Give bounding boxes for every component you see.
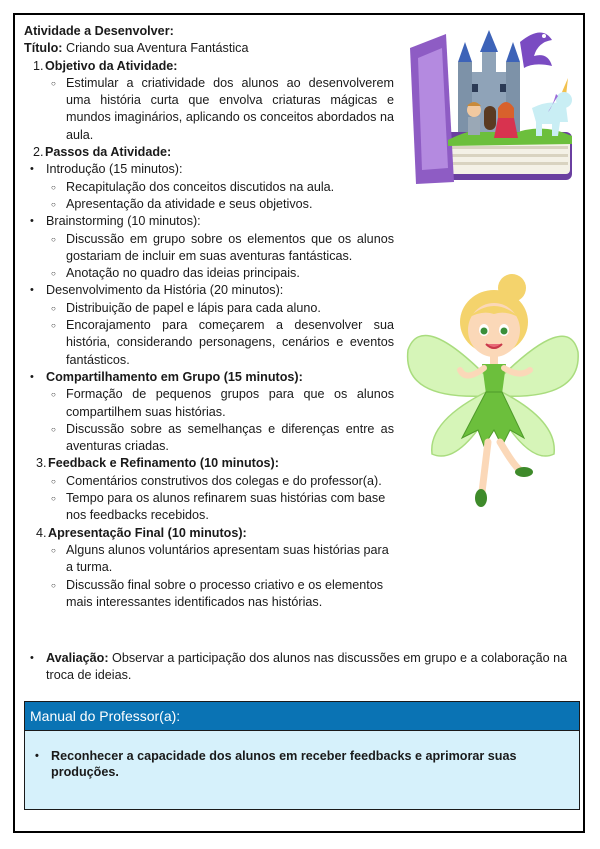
manual-item: Reconhecer a capacidade dos alunos em receber feedbacks e aprimorar suas produções. — [51, 749, 517, 779]
list-item: ○ Discussão em grupo sobre os elementos que os alunos gostariam de incluir em suas aventuras fantásticas. — [51, 231, 394, 263]
list-item: ○ Distribuição de papel e lápis para cada aluno. — [51, 300, 321, 315]
intro-label: • Introdução (15 minutos): — [30, 162, 183, 177]
list-item: ○ Tempo para os alunos refinarem suas histórias com base nos feedbacks recebidos. — [51, 491, 386, 523]
list-item: ○ Encorajamento para começarem a desenvolver sua história, considerando personagens, cenários e eventos fantásticos. — [51, 318, 394, 367]
manual-title: Manual do Professor(a): — [30, 708, 181, 724]
list-item: ○ Discussão sobre as semelhanças e diferenças entre as aventuras criadas. — [51, 421, 394, 454]
objective-heading: 1. Objetivo da Atividade: — [33, 58, 178, 73]
sharing-label: • Compartilhamento em Grupo (15 minutos): — [30, 369, 303, 384]
activity-subtitle: Título: Criando sua Aventura Fantástica — [24, 41, 249, 56]
list-item: ○ Recapitulação dos conceitos discutidos na aula. — [51, 179, 335, 194]
activity-title: Atividade a Desenvolver: — [24, 24, 174, 38]
evaluation: • Avaliação: Observar a participação dos alunos nas discussões em grupo e a colaboração na troca de ideias. — [30, 651, 568, 683]
steps-heading: 2. Passos da Atividade: — [33, 145, 172, 160]
brainstorm-label: • Brainstorming (10 minutos): — [30, 214, 201, 229]
list-item: ○ Formação de pequenos grupos para que os alunos compartilhem suas histórias. — [51, 387, 394, 419]
activity-content — [24, 23, 394, 611]
manual-body: • Reconhecer a capacidade dos alunos em receber feedbacks e aprimorar suas produções. — [24, 730, 580, 810]
list-item: ○ Comentários construtivos dos colegas e do professor(a). — [51, 473, 382, 488]
fairy-illustration — [402, 270, 582, 515]
objective-text: ○ Estimular a criatividade dos alunos ao desenvolverem uma história curta que envolva criaturas mágicas e mundos imaginários, aplicando os conceitos abordados na aula. — [51, 75, 394, 142]
list-item: ○ Anotação no quadro das ideias principais. — [51, 266, 300, 281]
feedback-heading: 3. Feedback e Refinamento (10 minutos): — [36, 456, 279, 471]
list-item: ○ Apresentação da atividade e seus objetivos. — [51, 196, 313, 211]
list-item: ○ Alguns alunos voluntários apresentam suas histórias para a turma. — [51, 542, 389, 575]
list-item: ○ Discussão final sobre o processo criativo e os elementos mais interessantes identificados nas histórias. — [51, 577, 384, 609]
fantasy-book-illustration — [402, 22, 582, 190]
manual-header — [24, 701, 580, 731]
development-label: • Desenvolvimento da História (20 minutos): — [30, 283, 284, 298]
presentation-heading: 4. Apresentação Final (10 minutos): — [36, 525, 247, 540]
